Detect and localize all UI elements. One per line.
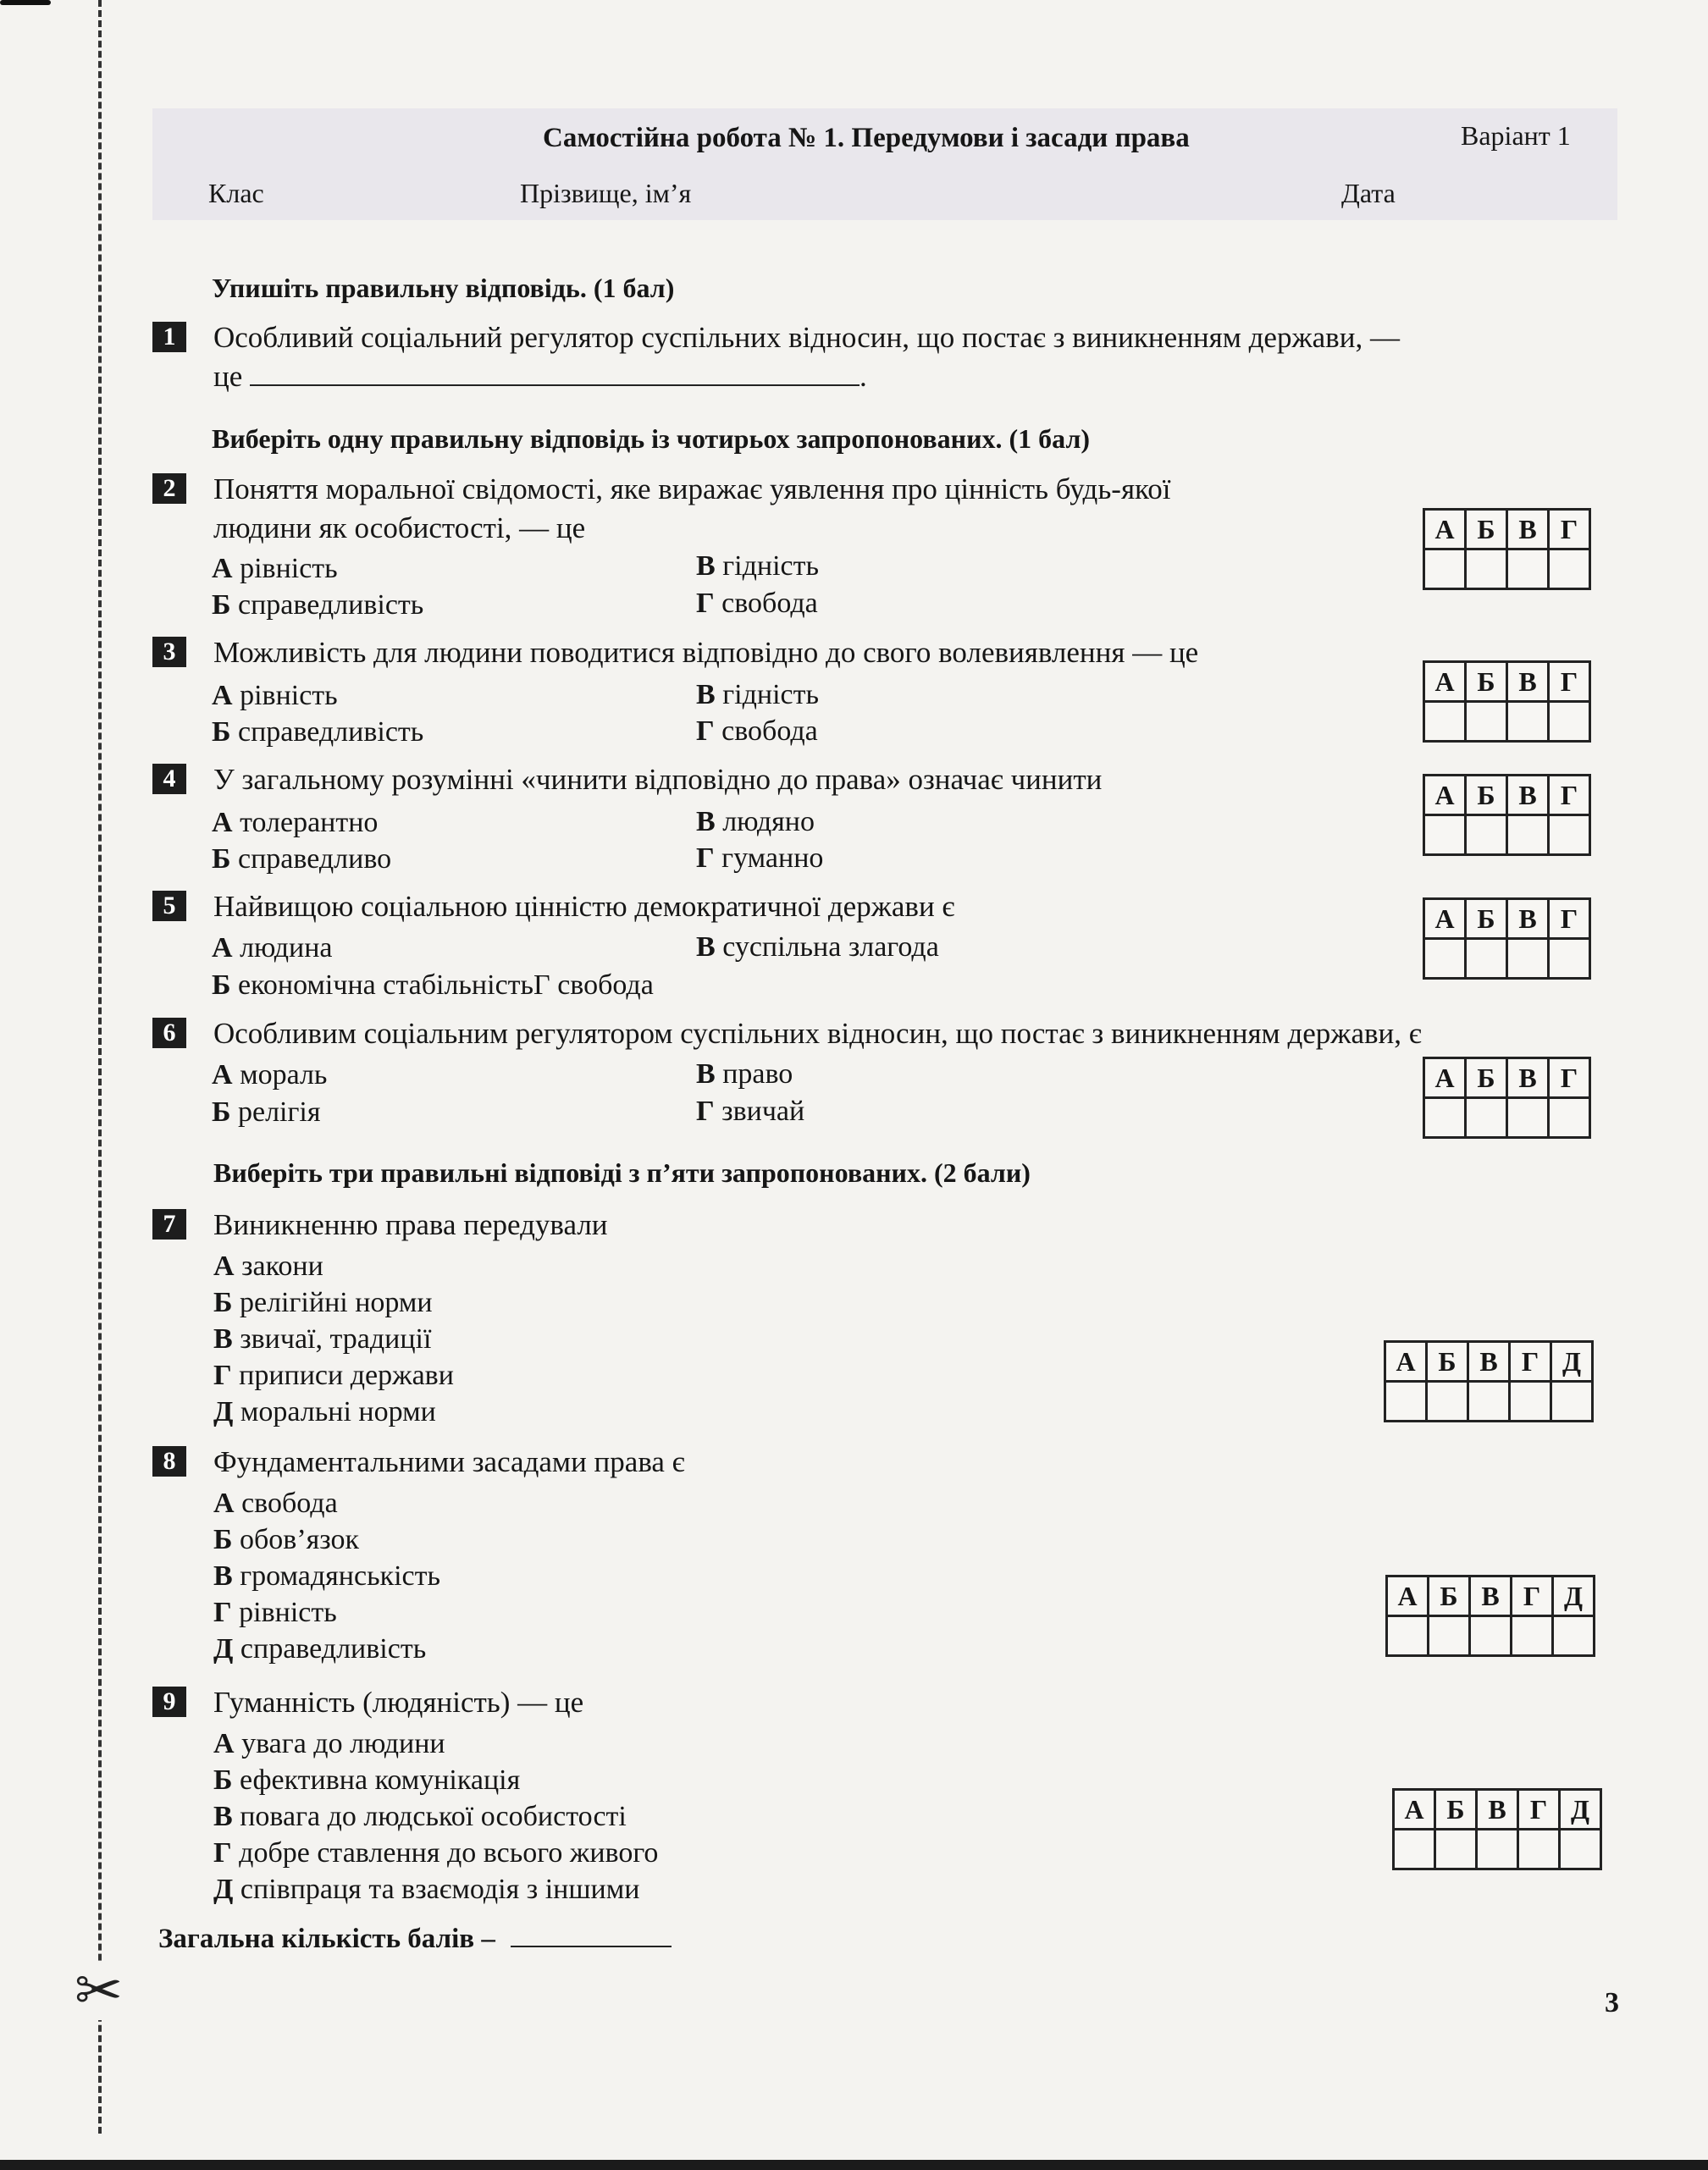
option-text: гуманно: [721, 842, 824, 874]
answer-grid-q2: [1423, 508, 1591, 590]
option-letter: Б: [212, 843, 231, 875]
grid-header: Г: [1518, 1790, 1560, 1830]
option-a: [212, 804, 378, 842]
answer-cell[interactable]: [1429, 1616, 1470, 1656]
grid-header: Б: [1429, 1576, 1470, 1616]
answer-cell[interactable]: [1394, 1830, 1435, 1869]
option-letter: В: [213, 1323, 233, 1355]
option-g: [696, 585, 818, 622]
name-label: Прізвище, ім’я: [520, 178, 692, 208]
question-text: Виникненню права передували: [213, 1208, 608, 1241]
option-v: [213, 1798, 627, 1836]
answer-grid-q6: [1423, 1057, 1591, 1139]
grid-header: Г: [1512, 1576, 1553, 1616]
option-text: моральні норми: [240, 1396, 436, 1427]
option-letter: Д: [213, 1874, 234, 1905]
option-letter: А: [212, 932, 233, 964]
option-a: [213, 1485, 338, 1522]
grid-header: А: [1387, 1576, 1429, 1616]
option-text: справедливість: [240, 1633, 427, 1665]
answer-cell[interactable]: [1549, 815, 1590, 855]
option-letter: В: [696, 1058, 716, 1090]
answer-cell[interactable]: [1549, 702, 1590, 742]
question-number: 6: [152, 1018, 186, 1048]
option-letter: А: [212, 807, 233, 838]
option-text: звичаї, традиції: [240, 1323, 432, 1355]
option-letter: Б: [213, 1524, 233, 1555]
option-text: приписи держави: [239, 1360, 454, 1391]
answer-grid-q3: [1423, 660, 1591, 743]
grid-header: Д: [1560, 1790, 1601, 1830]
option-g: [696, 840, 823, 877]
option-text: увага до людини: [241, 1728, 445, 1759]
question-number: 9: [152, 1687, 186, 1717]
grid-header: Б: [1466, 899, 1507, 939]
header: [152, 108, 1617, 220]
question-text: Особливим соціальним регулятором суспільних відносин, що постає з виникненням держави, є: [213, 1017, 1422, 1050]
answer-cell[interactable]: [1470, 1616, 1512, 1656]
option-letter: Д: [213, 1396, 234, 1427]
total-score: [158, 1924, 672, 1955]
grid-header: Д: [1553, 1576, 1595, 1616]
option-text: ефективна комунікація: [239, 1764, 521, 1796]
option-text: справедливість: [237, 716, 424, 748]
option-letter: Б: [212, 716, 231, 748]
grid-header: Б: [1466, 510, 1507, 549]
grid-header: В: [1507, 776, 1549, 815]
option-v: [213, 1558, 440, 1595]
grid-header: Б: [1466, 776, 1507, 815]
option-text: свобода: [721, 715, 818, 747]
answer-cell[interactable]: [1424, 815, 1466, 855]
option-text: звичай: [721, 1096, 805, 1127]
option-v: [696, 929, 939, 966]
option-text: справедливо: [237, 843, 392, 875]
option-text: повага до людської особистості: [240, 1801, 627, 1832]
grid-header: В: [1470, 1576, 1512, 1616]
answer-cell[interactable]: [1427, 1382, 1468, 1422]
option-letter: В: [696, 679, 716, 710]
answer-cell[interactable]: [1507, 702, 1549, 742]
grid-header: В: [1507, 510, 1549, 549]
option-letter: Г: [696, 588, 715, 619]
option-a: [212, 550, 338, 588]
grid-header: Б: [1427, 1342, 1468, 1382]
class-label: Клас: [208, 178, 264, 208]
option-letter: Г: [213, 1837, 232, 1869]
question-number: 8: [152, 1446, 186, 1477]
option-b: [212, 841, 391, 878]
option-letter: В: [213, 1801, 233, 1832]
option-letter: Б: [213, 1764, 233, 1796]
answer-cell[interactable]: [1466, 815, 1507, 855]
answer-cell[interactable]: [1518, 1830, 1560, 1869]
question-number: 5: [152, 891, 186, 921]
answer-cell[interactable]: [1549, 939, 1590, 979]
option-letter: В: [696, 550, 716, 582]
question-number: 1: [152, 322, 186, 352]
scan-edge-mark: [0, 0, 51, 5]
option-letter: А: [212, 680, 233, 711]
option-letter: Б: [212, 589, 231, 621]
grid-header: Б: [1435, 1790, 1477, 1830]
date-label: Дата: [1341, 178, 1396, 208]
answer-cell[interactable]: [1468, 1382, 1510, 1422]
option-b: [212, 587, 423, 624]
option-text: толерантно: [240, 807, 379, 838]
grid-header: В: [1507, 1058, 1549, 1098]
grid-header: А: [1424, 899, 1466, 939]
option-letter: А: [213, 1488, 235, 1519]
grid-header: А: [1424, 510, 1466, 549]
answer-cell[interactable]: [1424, 1098, 1466, 1138]
answer-cell[interactable]: [1551, 1382, 1593, 1422]
scan-bottom-edge: [0, 2160, 1708, 2170]
question-text-line1: Поняття моральної свідомості, яке виражає уявлення про цінність будь-якої: [213, 472, 1171, 505]
grid-header: Г: [1510, 1342, 1551, 1382]
option-letter: Б: [213, 1287, 233, 1318]
option-v: [696, 676, 819, 714]
option-v: [696, 548, 819, 585]
instruction-single-choice: Виберіть одну правильну відповідь із чотирьох запропонованих. (1 бал): [212, 423, 1091, 454]
answer-blank-period: .: [860, 360, 867, 393]
grid-header: А: [1385, 1342, 1427, 1382]
option-letter: В: [696, 931, 716, 963]
answer-cell[interactable]: [1477, 1830, 1518, 1869]
page-number: 3: [1605, 1987, 1619, 2018]
grid-header: Г: [1549, 899, 1590, 939]
answer-grid-q5: [1423, 897, 1591, 980]
answer-cell[interactable]: [1435, 1830, 1477, 1869]
option-text: релігія: [237, 1096, 321, 1128]
option-text: свобода: [721, 588, 818, 619]
option-letter: В: [696, 806, 716, 837]
grid-header: В: [1477, 1790, 1518, 1830]
answer-grid-q8: [1385, 1575, 1595, 1657]
instruction-fill-in: Упишіть правильну відповідь. (1 бал): [212, 273, 675, 303]
option-a: [212, 1057, 327, 1094]
option-text: співпраця та взаємодія з іншими: [240, 1874, 640, 1905]
option-d: [213, 1871, 639, 1908]
option-letter: Г: [213, 1360, 232, 1391]
option-a: [213, 1248, 323, 1285]
option-g: [213, 1357, 454, 1394]
grid-header: В: [1468, 1342, 1510, 1382]
option-text: людина: [240, 932, 333, 964]
option-text: громадянськість: [240, 1560, 441, 1592]
question-text: [213, 470, 1171, 548]
question-text-line2: людини як особистості, — це: [213, 511, 586, 544]
option-text: економічна стабільністьГ свобода: [237, 969, 654, 1001]
option-text: рівність: [240, 553, 338, 584]
option-g: [696, 1093, 804, 1130]
option-text: релігійні норми: [239, 1287, 433, 1318]
question-number: 2: [152, 473, 186, 504]
answer-cell[interactable]: [1387, 1616, 1429, 1656]
option-b: [213, 1762, 520, 1799]
answer-cell[interactable]: [1512, 1616, 1553, 1656]
grid-header: Г: [1549, 1058, 1590, 1098]
worksheet-title: Самостійна робота № 1. Передумови і засади права: [543, 123, 1190, 153]
answer-cell[interactable]: [1553, 1616, 1595, 1656]
scissors-icon: ✂: [75, 1957, 123, 2024]
answer-cell[interactable]: [1507, 549, 1549, 589]
option-letter: Г: [696, 1096, 715, 1127]
answer-cell[interactable]: [1549, 549, 1590, 589]
total-score-label: Загальна кількість балів –: [158, 1924, 495, 1954]
option-letter: Б: [212, 1096, 231, 1128]
answer-cell[interactable]: [1466, 939, 1507, 979]
option-text: свобода: [241, 1488, 338, 1519]
option-letter: Д: [213, 1633, 234, 1665]
cut-line: [98, 0, 102, 2134]
option-b: [213, 1521, 359, 1559]
option-text: рівність: [239, 1597, 337, 1628]
option-a: [212, 930, 332, 967]
question-number: 7: [152, 1209, 186, 1240]
answer-cell[interactable]: [1424, 549, 1466, 589]
grid-header: Г: [1549, 776, 1590, 815]
question-number: 3: [152, 637, 186, 667]
option-a: [212, 677, 338, 715]
option-v: [213, 1321, 431, 1358]
option-b: [212, 714, 423, 751]
answer-cell[interactable]: [1466, 549, 1507, 589]
option-text: людяно: [722, 806, 815, 837]
question-text: У загальному розумінні «чинити відповідно до права» означає чинити: [213, 763, 1103, 796]
answer-grid-q9: [1392, 1788, 1602, 1870]
grid-header: В: [1507, 899, 1549, 939]
option-letter: А: [213, 1251, 235, 1282]
option-b: [213, 1284, 433, 1322]
option-text: гідність: [722, 550, 819, 582]
answer-cell[interactable]: [1385, 1382, 1427, 1422]
answer-cell[interactable]: [1424, 702, 1466, 742]
answer-cell[interactable]: [1507, 815, 1549, 855]
option-text: мораль: [240, 1059, 328, 1091]
answer-grid-q4: [1423, 774, 1591, 856]
answer-cell[interactable]: [1560, 1830, 1601, 1869]
option-a: [213, 1726, 445, 1763]
grid-header: А: [1424, 776, 1466, 815]
option-b: [212, 967, 654, 1004]
answer-cell[interactable]: [1466, 702, 1507, 742]
grid-header: А: [1424, 1058, 1466, 1098]
answer-cell[interactable]: [1507, 1098, 1549, 1138]
option-g: [213, 1835, 658, 1872]
option-d: [213, 1394, 436, 1431]
option-text: гідність: [722, 679, 819, 710]
question-text: Найвищою соціальною цінністю демократичної держави є: [213, 890, 955, 923]
question-text: Гуманність (людяність) — це: [213, 1686, 584, 1719]
grid-header: Г: [1549, 510, 1590, 549]
option-letter: Г: [696, 842, 715, 874]
option-letter: А: [212, 553, 233, 584]
option-text: закони: [241, 1251, 323, 1282]
grid-header: В: [1507, 662, 1549, 702]
answer-cell[interactable]: [1549, 1098, 1590, 1138]
total-score-blank[interactable]: [511, 1946, 672, 1947]
question-text-line2-prefix: це: [213, 360, 243, 393]
answer-cell[interactable]: [1510, 1382, 1551, 1422]
option-g: [696, 713, 818, 750]
option-v: [696, 1056, 793, 1093]
option-v: [696, 803, 815, 841]
instruction-triple-choice: Виберіть три правильні відповіді з п’яти запропонованих. (2 бали): [213, 1157, 1031, 1188]
option-text: справедливість: [237, 589, 424, 621]
option-g: [213, 1594, 337, 1632]
answer-grid-q7: [1384, 1340, 1594, 1422]
option-letter: А: [212, 1059, 233, 1091]
question-text: Фундаментальними засадами права є: [213, 1445, 685, 1478]
option-b: [212, 1094, 321, 1131]
option-text: право: [722, 1058, 793, 1090]
option-d: [213, 1631, 426, 1668]
option-letter: Б: [212, 969, 231, 1001]
option-letter: А: [213, 1728, 235, 1759]
grid-header: А: [1424, 662, 1466, 702]
answer-blank[interactable]: [250, 384, 860, 386]
option-letter: Г: [213, 1597, 232, 1628]
option-text: добре ставлення до всього живого: [239, 1837, 659, 1869]
grid-header: Б: [1466, 1058, 1507, 1098]
variant-label: Варіант 1: [1461, 120, 1571, 151]
grid-header: А: [1394, 1790, 1435, 1830]
answer-cell[interactable]: [1424, 939, 1466, 979]
grid-header: Д: [1551, 1342, 1593, 1382]
option-text: обов’язок: [239, 1524, 360, 1555]
option-text: рівність: [240, 680, 338, 711]
question-text: Можливість для людини поводитися відповідно до свого волевиявлення — це: [213, 636, 1199, 669]
answer-cell[interactable]: [1507, 939, 1549, 979]
option-letter: Г: [696, 715, 715, 747]
question-number: 4: [152, 764, 186, 794]
question-text: [213, 318, 1400, 396]
answer-cell[interactable]: [1466, 1098, 1507, 1138]
question-text-line1: Особливий соціальний регулятор суспільних відносин, що постає з виникненням держави, —: [213, 321, 1400, 354]
grid-header: Б: [1466, 662, 1507, 702]
option-text: суспільна злагода: [722, 931, 939, 963]
option-letter: В: [213, 1560, 233, 1592]
grid-header: Г: [1549, 662, 1590, 702]
